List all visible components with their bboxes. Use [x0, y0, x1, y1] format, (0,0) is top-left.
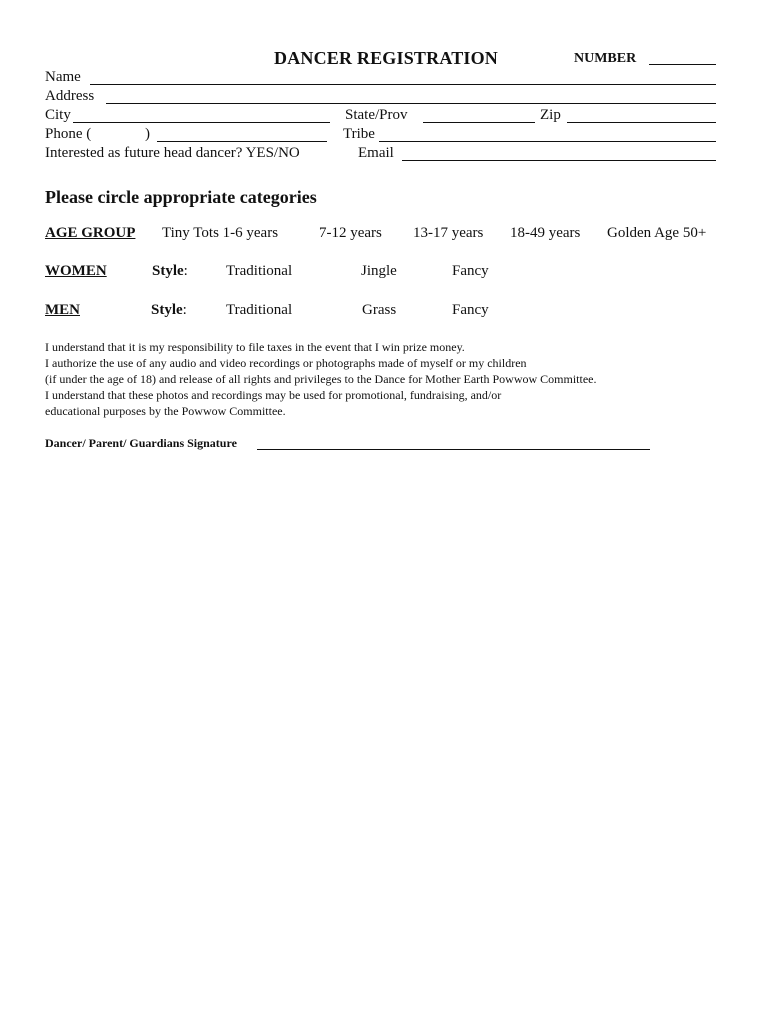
- zip-input-line[interactable]: [567, 122, 716, 123]
- signature-input-line[interactable]: [257, 449, 650, 450]
- address-label: Address: [45, 88, 95, 104]
- consent-notice: [45, 339, 597, 419]
- women-label: WOMEN: [45, 263, 107, 279]
- signature-label: Dancer/ Parent/ Guardians Signature: [45, 436, 237, 450]
- zip-label: Zip: [540, 107, 561, 123]
- men-option-fancy[interactable]: Fancy: [452, 302, 489, 318]
- notice-line: (if under the age of 18) and release of all rights and privileges to the Dance for Mother Earth Powwow Committee.: [45, 372, 597, 386]
- women-option-fancy[interactable]: Fancy: [452, 263, 489, 279]
- age-option-7-12[interactable]: 7-12 years: [319, 225, 382, 241]
- state-prov-label: State/Prov: [345, 107, 408, 123]
- city-label: City: [45, 107, 71, 123]
- address-input-line[interactable]: [106, 103, 716, 104]
- women-option-jingle[interactable]: Jingle: [361, 263, 397, 279]
- men-option-grass[interactable]: Grass: [362, 302, 397, 318]
- tribe-input-line[interactable]: [379, 141, 716, 142]
- categories-heading: Please circle appropriate categories: [45, 187, 317, 207]
- men-option-traditional[interactable]: Traditional: [226, 302, 293, 318]
- women-style-text: Style: [152, 263, 184, 279]
- phone-area-close: ): [145, 126, 150, 142]
- form-title: DANCER REGISTRATION: [274, 48, 499, 68]
- women-style-label: Style:: [152, 263, 188, 279]
- email-label: Email: [358, 145, 394, 161]
- state-prov-input-line[interactable]: [423, 122, 535, 123]
- notice-line: I understand that these photos and recordings may be used for promotional, fundraising, and/or: [45, 388, 502, 402]
- men-style-label: Style:: [151, 302, 187, 318]
- name-label: Name: [45, 69, 81, 85]
- men-style-text: Style: [151, 302, 183, 318]
- age-option-18-49[interactable]: 18-49 years: [510, 225, 581, 241]
- number-input-line[interactable]: [649, 64, 716, 65]
- city-input-line[interactable]: [73, 122, 330, 123]
- phone-input-line[interactable]: [157, 141, 327, 142]
- age-option-tiny-tots[interactable]: Tiny Tots 1-6 years: [162, 225, 279, 241]
- age-group-label: AGE GROUP: [45, 225, 136, 241]
- phone-label: Phone (: [45, 126, 92, 142]
- age-option-golden-age[interactable]: Golden Age 50+: [607, 225, 707, 241]
- head-dancer-question: Interested as future head dancer? YES/NO: [45, 145, 300, 161]
- number-label: NUMBER: [574, 51, 637, 66]
- notice-line: I understand that it is my responsibility to file taxes in the event that I win prize money.: [45, 340, 465, 354]
- notice-line: educational purposes by the Powwow Committee.: [45, 404, 286, 418]
- notice-line: I authorize the use of any audio and video recordings or photographs made of myself or my children: [45, 356, 527, 370]
- name-input-line[interactable]: [90, 84, 716, 85]
- women-option-traditional[interactable]: Traditional: [226, 263, 293, 279]
- men-label: MEN: [45, 302, 80, 318]
- email-input-line[interactable]: [402, 160, 716, 161]
- tribe-label: Tribe: [343, 126, 375, 142]
- age-option-13-17[interactable]: 13-17 years: [413, 225, 484, 241]
